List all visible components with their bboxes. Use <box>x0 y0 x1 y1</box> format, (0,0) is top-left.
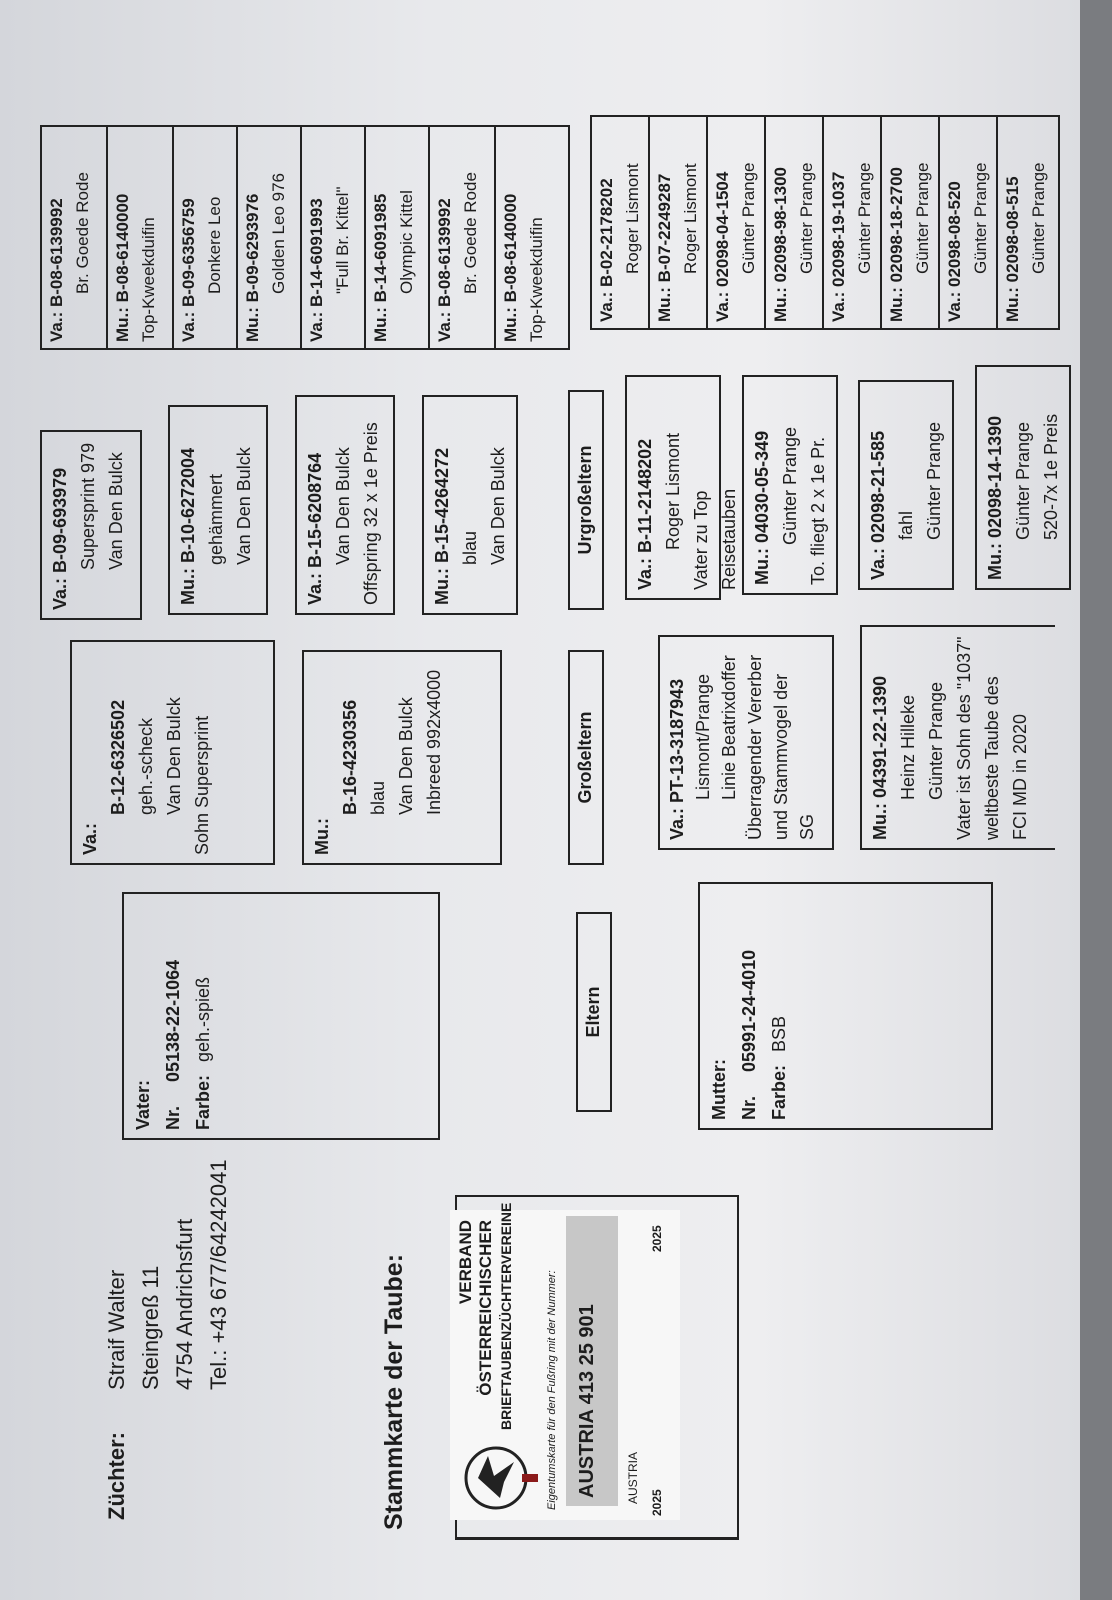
anc-label: Va.: <box>47 311 66 342</box>
ring-note: Eigentumskarte für den Fußring mit der Nummer: <box>546 1270 558 1510</box>
breeder-name: Straif Walter <box>104 1269 129 1390</box>
anc-label: Va.: <box>179 311 198 342</box>
ggp8-label: Mu.: <box>985 543 1005 580</box>
ring-number: AUSTRIA 413 25 901 <box>576 1304 598 1498</box>
anc-line: Günter Prange <box>797 162 816 274</box>
ancestors-bottom-table <box>590 115 1060 330</box>
ggp-2 <box>168 405 268 615</box>
gp-vm-label: Mu.: <box>312 818 332 855</box>
header-eltern: Eltern <box>576 912 612 1112</box>
anc-ring: 02098-04-1504 <box>713 171 732 288</box>
ggp5-line1: Roger Lismont <box>663 432 683 550</box>
anc-ring: B-08-6139992 <box>435 198 454 308</box>
ggp1-line2: Van Den Bulck <box>106 452 126 570</box>
father-color-label: Farbe: <box>193 1074 213 1130</box>
anc-label: Mu.: <box>655 287 674 322</box>
anc-line: Roger Lismont <box>681 163 700 274</box>
grandparent-mother-father <box>658 635 834 850</box>
gp-mv-ring: PT-13-3187943 <box>667 678 687 803</box>
gp-mm-line4: weltbeste Taube des <box>982 676 1002 840</box>
ggp3-line2: Offspring 32 x 1e Preis <box>361 422 381 605</box>
ggp7-line1: fahl <box>896 510 916 540</box>
ancestor-row <box>708 117 766 328</box>
ggp4-ring: B-15-4264272 <box>432 447 452 563</box>
ggp4-line2: Van Den Bulck <box>488 447 508 565</box>
anc-label: Va.: <box>435 311 454 342</box>
ancestor-row <box>998 117 1056 328</box>
breeder-label: Züchter: <box>104 1432 129 1520</box>
ancestor-row <box>592 117 650 328</box>
anc-line: Top-Kweekduifin <box>139 217 158 342</box>
gp-vm-line1: blau <box>368 780 388 815</box>
anc-line: Olympic Kittel <box>397 190 416 294</box>
ggp7-line2: Günter Prange <box>924 421 944 540</box>
gp-vm-line3: Inbreed 992x4000 <box>424 669 444 815</box>
anc-label: Mu.: <box>501 307 520 342</box>
year-left: 2025 <box>650 1489 664 1516</box>
gp-mv-line3: Überragender Vererber <box>745 654 765 840</box>
breeder-tel: Tel.: +43 677/64242041 <box>206 1159 231 1390</box>
anc-ring: 02098-08-520 <box>945 181 964 288</box>
gp-vv-line1: geh.-scheck <box>136 717 156 815</box>
father-label: Vater: <box>133 1079 153 1130</box>
anc-label: Mu.: <box>113 307 132 342</box>
ggp8-line1: Günter Prange <box>1013 421 1033 540</box>
anc-ring: B-02-2178202 <box>597 178 616 288</box>
mother-box <box>698 882 993 1130</box>
gp-vm-line2: Van Den Bulck <box>396 697 416 815</box>
ggp8-ring: 02098-14-1390 <box>985 415 1005 538</box>
mother-nr-label: Nr. <box>739 1095 759 1120</box>
anc-line: Günter Prange <box>739 162 758 274</box>
ggp4-line1: blau <box>460 530 480 565</box>
grandparent-father-mother <box>302 650 502 865</box>
ancestor-row <box>238 127 302 348</box>
ggp3-label: Va.: <box>305 572 325 605</box>
ancestor-row <box>174 127 238 348</box>
ggp2-ring: B-10-6272004 <box>178 447 198 563</box>
gp-vv-label: Va.: <box>80 822 100 855</box>
ancestor-row <box>650 117 708 328</box>
ggp-6 <box>742 375 838 595</box>
header-grosseltern: Großeltern <box>568 650 604 865</box>
ggp3-ring: B-15-6208764 <box>305 452 325 568</box>
ancestor-row <box>366 127 430 348</box>
anc-ring: 02098-18-2700 <box>887 167 906 283</box>
ggp6-line1: Günter Prange <box>780 426 800 545</box>
anc-ring: 02098-19-1037 <box>829 171 848 288</box>
grandparent-father-father <box>70 640 275 865</box>
anc-line: Br. Goede Rode <box>461 172 480 294</box>
org-name <box>456 1202 516 1430</box>
ancestor-row <box>108 127 174 348</box>
father-box <box>122 892 440 1140</box>
anc-ring: B-09-6293976 <box>243 193 262 303</box>
anc-line: Roger Lismont <box>623 163 642 274</box>
father-nr-label: Nr. <box>163 1105 183 1130</box>
anc-ring: B-09-6356759 <box>179 198 198 308</box>
anc-ring: B-08-6140000 <box>113 193 132 303</box>
ggp1-label: Va.: <box>50 577 70 610</box>
gp-mv-line2: Linie Beatrixdoffer <box>719 655 739 800</box>
breeder-street: Steingreß 11 <box>138 1265 163 1390</box>
ggp-8 <box>975 365 1071 590</box>
gp-vm-ring: B-16-4230356 <box>340 699 360 815</box>
ggp2-label: Mu.: <box>178 568 198 605</box>
anc-ring: 02098-98-1300 <box>771 167 790 283</box>
ancestor-row <box>430 127 496 348</box>
gp-vv-line2: Van Den Bulck <box>164 697 184 815</box>
gp-mm-line5: FCI MD in 2020 <box>1010 713 1030 840</box>
anc-label: Va.: <box>713 291 732 322</box>
anc-ring: B-14-6091993 <box>307 198 326 308</box>
ggp-1 <box>40 430 142 620</box>
breeder-city: 4754 Andrichsfurt <box>172 1218 197 1390</box>
ancestor-row <box>302 127 366 348</box>
ggp-5 <box>625 375 739 600</box>
ggp7-label: Va.: <box>868 547 888 580</box>
father-ring-number: 05138-22-1064 <box>163 959 183 1082</box>
ancestor-row <box>824 117 882 328</box>
ggp3-line1: Van Den Bulck <box>333 447 353 565</box>
ggp5-line2: Vater zu Top Reisetauben <box>691 488 739 590</box>
gp-mv-label: Va.: <box>667 807 687 840</box>
anc-line: Donkere Leo <box>205 196 224 294</box>
anc-line: Br. Goede Rode <box>73 172 92 294</box>
anc-ring: 02098-08-515 <box>1003 176 1022 283</box>
pigeon-logo-icon <box>460 1442 540 1512</box>
gp-vv-ring: B-12-6326502 <box>108 699 128 815</box>
anc-ring: B-07-2249287 <box>655 173 674 283</box>
gp-mm-line3: Vater ist Sohn des "1037" <box>954 636 974 840</box>
org-line-1: VERBAND <box>456 1220 475 1305</box>
gp-mv-line1: Lismont/Prange <box>693 673 713 800</box>
anc-line: Günter Prange <box>1029 162 1048 274</box>
ggp5-ring: B-11-2148202 <box>635 438 655 553</box>
ring-austria: AUSTRIA <box>626 1451 640 1504</box>
ggp2-line1: gehämmert <box>206 473 226 565</box>
anc-line: Günter Prange <box>913 162 932 274</box>
ggp2-line2: Van Den Bulck <box>234 447 254 565</box>
ggp5-label: Va.: <box>635 557 655 590</box>
ggp8-line2: 520-7x 1e Preis <box>1041 413 1061 540</box>
gp-mm-label: Mu.: <box>870 803 890 840</box>
mother-ring-number: 05991-24-4010 <box>739 949 759 1072</box>
ggp1-line1: Supersprint 979 <box>78 442 98 570</box>
ggp-4 <box>422 395 518 615</box>
breeder-info <box>100 1159 236 1520</box>
ring-card <box>450 1202 680 1520</box>
anc-ring: B-08-6140000 <box>501 193 520 303</box>
org-line-3: BRIEFTAUBENZÜCHTERVEREINE <box>498 1202 514 1430</box>
anc-label: Va.: <box>597 291 616 322</box>
ggp6-label: Mu.: <box>752 548 772 585</box>
gp-mm-line2: Günter Prange <box>926 681 946 800</box>
ancestor-row <box>766 117 824 328</box>
anc-label: Va.: <box>307 311 326 342</box>
ggp-3 <box>295 395 395 615</box>
ggp1-ring: B-09-693979 <box>50 467 70 573</box>
card-title: Stammkarte der Taube: <box>380 1253 408 1530</box>
anc-label: Mu.: <box>887 287 906 322</box>
ancestor-row <box>496 127 562 348</box>
anc-label: Mu.: <box>371 307 390 342</box>
ancestors-top-table <box>40 125 570 350</box>
anc-label: Va.: <box>945 291 964 322</box>
ggp6-line2: To. fliegt 2 x 1e Pr. <box>808 436 828 585</box>
anc-ring: B-08-6139992 <box>47 198 66 308</box>
anc-line: Golden Leo 976 <box>269 173 288 294</box>
year-right: 2025 <box>650 1225 664 1252</box>
anc-label: Va.: <box>829 291 848 322</box>
anc-line: Günter Prange <box>971 162 990 274</box>
anc-label: Mu.: <box>771 287 790 322</box>
mother-color: BSB <box>769 1015 789 1052</box>
anc-line: Günter Prange <box>855 162 874 274</box>
anc-line: Top-Kweekduifin <box>527 217 546 342</box>
grandparent-mother-mother <box>860 625 1055 850</box>
anc-label: Mu.: <box>243 307 262 342</box>
ggp6-ring: 04030-05-349 <box>752 430 772 543</box>
ancestor-row <box>882 117 940 328</box>
org-line-2: ÖSTERREICHISCHER <box>476 1220 495 1396</box>
header-urgrosseltern: Urgroßeltern <box>568 390 604 610</box>
father-color: geh.-spieß <box>193 976 213 1062</box>
ancestor-row <box>940 117 998 328</box>
mother-color-label: Farbe: <box>769 1064 789 1120</box>
gp-mm-ring: 04391-22-1390 <box>870 675 890 798</box>
ggp-7 <box>858 380 954 590</box>
ancestor-row <box>42 127 108 348</box>
gp-vv-line3: Sohn Supersprint <box>192 715 212 855</box>
gp-mm-line1: Heinz Hilleke <box>898 694 918 800</box>
anc-line: "Full Br. Kittel" <box>333 186 352 294</box>
anc-ring: B-14-6091985 <box>371 193 390 303</box>
ggp4-label: Mu.: <box>432 568 452 605</box>
anc-label: Mu.: <box>1003 287 1022 322</box>
gp-mv-line4: und Stammvogel der SG <box>771 673 817 840</box>
mother-label: Mutter: <box>709 1059 729 1120</box>
ggp7-ring: 02098-21-585 <box>868 430 888 543</box>
